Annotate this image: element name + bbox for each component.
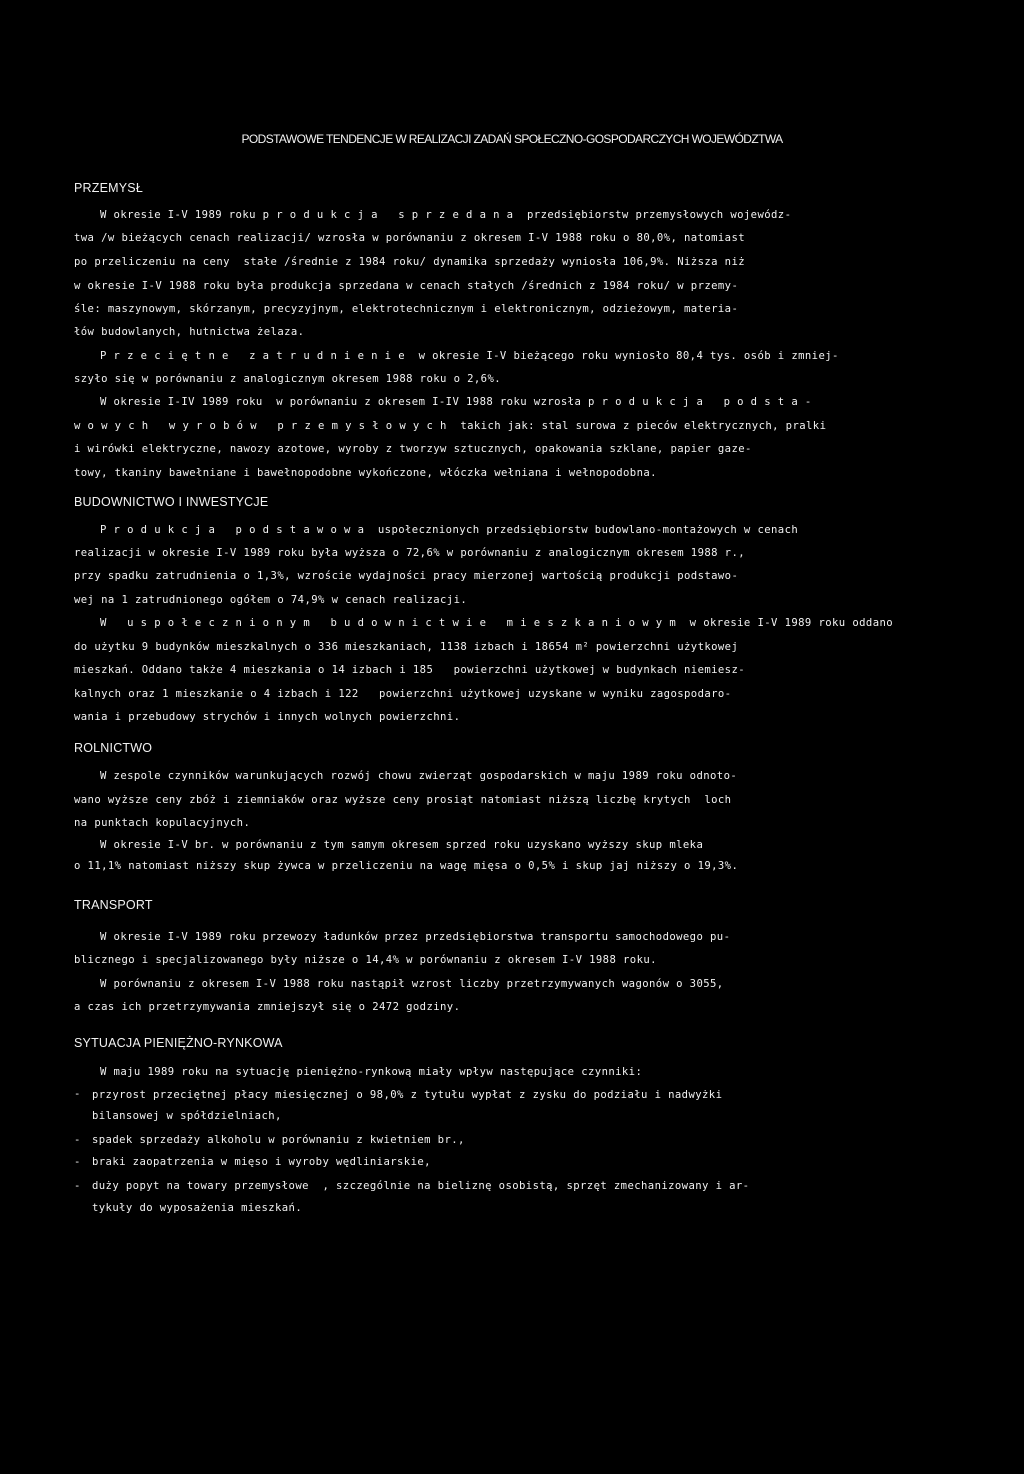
- text-line: realizacji w okresie I-V 1989 roku była wyższa o 72,6% w porównaniu z analogicznym okresem 1988 r.,: [74, 547, 746, 559]
- text-line: po przeliczeniu na ceny stałe /średnie z 1984 roku/ dynamika sprzedaży wyniosła 106,9%. Niższa niż: [74, 256, 746, 268]
- text-line: szyło się w porównaniu z analogicznym okresem 1988 roku o 2,6%.: [74, 373, 502, 385]
- list-item-dash: -: [74, 1134, 81, 1146]
- list-item: braki zaopatrzenia w mięso i wyroby wędliniarskie,: [92, 1156, 431, 1168]
- text-line: w okresie I-V 1988 roku była produkcja sprzedana w cenach stałych /średnich z 1984 roku/ w przemy-: [74, 280, 739, 292]
- section-heading-przemysl: PRZEMYSŁ: [74, 181, 143, 195]
- section-heading-sytuacja-pieniezno-rynkowa: SYTUACJA PIENIĘŻNO-RYNKOWA: [74, 1036, 283, 1050]
- text-line: do użytku 9 budynków mieszkalnych o 336 mieszkaniach, 1138 izbach i 18654 m² powierzchni użytkowej: [74, 641, 739, 653]
- text-line: W okresie I-V 1989 roku p r o d u k c j a s p r z e d a n a przedsiębiorstw przemysłowych wojewódz-: [100, 209, 792, 221]
- list-item-dash: -: [74, 1180, 81, 1192]
- list-item-dash: -: [74, 1088, 81, 1100]
- list-item: przyrost przeciętnej płacy miesięcznej o 98,0% z tytułu wypłat z zysku do podziału i nadwyżki: [92, 1089, 723, 1101]
- text-line: towy, tkaniny bawełniane i bawełnopodobne wykończone, włóczka wełniana i wełnopodobna.: [74, 467, 657, 479]
- list-item-dash: -: [74, 1156, 81, 1168]
- text-line: W okresie I-V br. w porównaniu z tym samym okresem sprzed roku uzyskano wyższy skup mleka: [100, 839, 704, 851]
- text-line: W zespole czynników warunkujących rozwój chowu zwierząt gospodarskich w maju 1989 roku odnoto-: [100, 770, 738, 782]
- text-line: blicznego i specjalizowanego były niższe o 14,4% w porównaniu z okresem I-V 1988 roku.: [74, 954, 657, 966]
- list-item: bilansowej w spółdzielniach,: [92, 1110, 282, 1122]
- text-line: śle: maszynowym, skórzanym, precyzyjnym, elektrotechnicznym i elektronicznym, odzieżowym, materia-: [74, 303, 739, 315]
- text-line: a czas ich przetrzymywania zmniejszył się o 2472 godziny.: [74, 1001, 461, 1013]
- text-line: wano wyższe ceny zbóż i ziemniaków oraz wyższe ceny prosiąt natomiast niższą liczbę krytych loch: [74, 794, 732, 806]
- section-heading-transport: TRANSPORT: [74, 898, 153, 912]
- text-line: na punktach kopulacyjnych.: [74, 817, 251, 829]
- text-line: kalnych oraz 1 mieszkanie o 4 izbach i 122 powierzchni użytkowej uzyskane w wyniku zagospodaro-: [74, 688, 732, 700]
- text-line: P r z e c i ę t n e z a t r u d n i e n i e w okresie I-V bieżącego roku wyniosło 80,4 tys. osób i zmniej-: [100, 350, 839, 362]
- text-line: P r o d u k c j a p o d s t a w o w a uspołecznionych przedsiębiorstw budowlano-montażowych w cenach: [100, 524, 799, 536]
- text-line: mieszkań. Oddano także 4 mieszkania o 14 izbach i 185 powierzchni użytkowej w budynkach niemiesz-: [74, 664, 746, 676]
- text-line: wania i przebudowy strychów i innych wolnych powierzchni.: [74, 711, 461, 723]
- text-line: wej na 1 zatrudnionego ogółem o 74,9% w cenach realizacji.: [74, 594, 468, 606]
- text-line: W maju 1989 roku na sytuację pieniężno-rynkową miały wpływ następujące czynniki:: [100, 1066, 643, 1078]
- text-line: w o w y c h w y r o b ó w p r z e m y s ł o w y c h takich jak: stal surowa z pieców elektrycznych, pralki: [74, 420, 827, 432]
- section-heading-budownictwo: BUDOWNICTWO I INWESTYCJE: [74, 495, 269, 509]
- text-line: W okresie I-V 1989 roku przewozy ładunków przez przedsiębiorstwa transportu samochodowego pu-: [100, 931, 731, 943]
- text-line: W u s p o ł e c z n i o n y m b u d o w n i c t w i e m i e s z k a n i o w y m w okresie I-V 1989 roku oddano: [100, 617, 894, 629]
- list-item: tykuły do wyposażenia mieszkań.: [92, 1202, 303, 1214]
- text-line: o 11,1% natomiast niższy skup żywca w przeliczeniu na wagę mięsa o 0,5% i skup jaj niższy o 19,3%.: [74, 860, 739, 872]
- page-title: PODSTAWOWE TENDENCJE W REALIZACJI ZADAŃ SPOŁECZNO-GOSPODARCZYCH WOJEWÓDZTWA: [241, 132, 783, 146]
- section-heading-rolnictwo: ROLNICTWO: [74, 741, 153, 755]
- text-line: łów budowlanych, hutnictwa żelaza.: [74, 326, 305, 338]
- text-line: W porównaniu z okresem I-V 1988 roku nastąpił wzrost liczby przetrzymywanych wagonów o 3055,: [100, 978, 724, 990]
- text-line: przy spadku zatrudnienia o 1,3%, wzroście wydajności pracy mierzonej wartością produkcji podstawo-: [74, 570, 739, 582]
- text-line: W okresie I-IV 1989 roku w porównaniu z okresem I-IV 1988 roku wzrosła p r o d u k c j a p o d s t a -: [100, 396, 812, 408]
- list-item: duży popyt na towary przemysłowe , szczególnie na bieliznę osobistą, sprzęt zmechanizowany i ar-: [92, 1180, 750, 1192]
- text-line: twa /w bieżących cenach realizacji/ wzrosła w porównaniu z okresem I-V 1988 roku o 80,0%, natomiast: [74, 232, 746, 244]
- list-item: spadek sprzedaży alkoholu w porównaniu z kwietniem br.,: [92, 1134, 465, 1146]
- text-line: i wirówki elektryczne, nawozy azotowe, wyroby z tworzyw sztucznych, opakowania szklane, papier gaze-: [74, 443, 752, 455]
